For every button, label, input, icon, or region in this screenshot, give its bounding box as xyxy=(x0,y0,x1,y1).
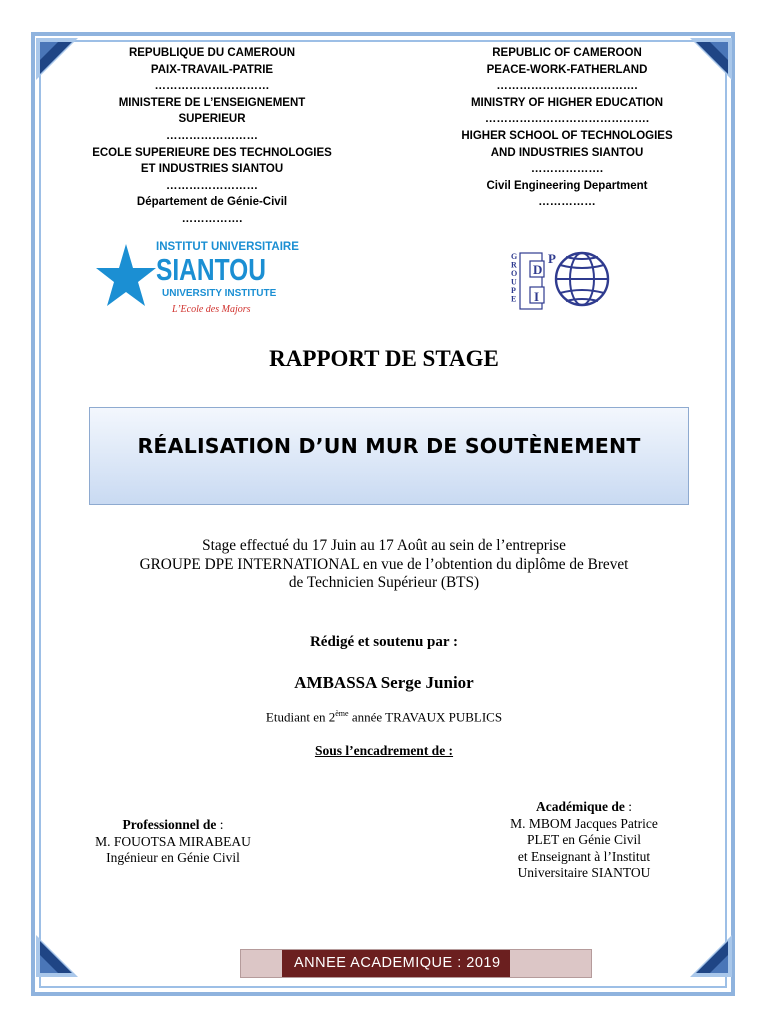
academic-supervisor xyxy=(478,799,690,882)
description-line: de Technicien Supérieur (BTS) xyxy=(288,574,480,591)
header-right-english xyxy=(450,45,684,211)
school-fr-cont: ET INDUSTRIES SIANTOU xyxy=(140,163,284,176)
star-icon xyxy=(96,244,156,306)
separator: ……………………………………. xyxy=(484,113,650,126)
siantou-logo xyxy=(100,232,299,332)
ministry-fr-cont: SUPERIEUR xyxy=(178,113,246,126)
school-en-cont: AND INDUSTRIES SIANTOU xyxy=(490,146,644,159)
report-title: RAPPORT DE STAGE xyxy=(269,346,499,371)
dpi-logo xyxy=(508,243,620,315)
siantou-sub-text: UNIVERSITY INSTITUTE xyxy=(162,288,277,299)
ministry-fr: MINISTERE DE L’ENSEIGNEMENT xyxy=(118,96,306,109)
school-en: HIGHER SCHOOL OF TECHNOLOGIES xyxy=(461,129,673,142)
description-line: Stage effectué du 17 Juin au 17 Août au sein de l’entreprise xyxy=(202,537,566,554)
department-en: Civil Engineering Department xyxy=(486,179,648,192)
separator: …………………… xyxy=(166,129,258,142)
country-fr: REPUBLIQUE DU CAMEROUN xyxy=(128,47,296,59)
corner-ornament-top-right xyxy=(690,38,732,80)
separator: …………… xyxy=(538,196,596,209)
header-left-french xyxy=(92,45,332,228)
student-level-prefix: Etudiant en 2 xyxy=(265,709,336,725)
school-fr: ECOLE SUPERIEURE DES TECHNOLOGIES xyxy=(92,146,332,159)
academic-name: M. MBOM Jacques Patrice xyxy=(510,815,658,831)
professional-label: Professionnel de xyxy=(122,817,217,832)
academic-year-band xyxy=(240,949,592,998)
supervision-label: Sous l’encadrement de : xyxy=(314,743,454,758)
dpi-letter-d: D xyxy=(533,262,543,277)
siantou-top-text: INSTITUT UNIVERSITAIRE xyxy=(156,241,299,253)
professional-role: Ingénieur en Génie Civil xyxy=(106,850,240,865)
separator: …………………… xyxy=(166,179,258,192)
academic-label: Académique de xyxy=(535,799,625,814)
written-by-label: Rédigé et soutenu par : xyxy=(309,634,459,650)
motto-fr: PAIX-TRAVAIL-PATRIE xyxy=(150,63,274,76)
academic-year: ANNEE ACADEMIQUE : 2019 - xyxy=(282,950,510,977)
author-name: AMBASSA Serge Junior xyxy=(294,673,474,692)
dpi-vertical-text xyxy=(511,252,517,304)
siantou-motto: L’Ecole des Majors xyxy=(172,304,251,315)
academic-role-cont: et Enseignant à l’Institut xyxy=(517,848,651,864)
separator: ………………. xyxy=(530,163,604,176)
professional-name: M. FOUOTSA MIRABEAU xyxy=(95,833,251,849)
globe-icon xyxy=(556,253,608,305)
corner-ornament-top-left xyxy=(36,38,78,80)
internship-description xyxy=(70,537,698,593)
svg-text:GROUPE: G R O U P E xyxy=(511,252,518,304)
motto-en: PEACE-WORK-FATHERLAND xyxy=(486,63,648,76)
corner-ornament-bottom-left xyxy=(36,935,78,977)
description-line: GROUPE DPE INTERNATIONAL en vue de l’obtention du diplôme de Brevet xyxy=(139,555,629,573)
dpi-letter-p: P xyxy=(548,251,556,266)
separator: ……………. xyxy=(181,212,243,225)
ministry-en: MINISTRY OF HIGHER EDUCATION xyxy=(470,96,664,109)
academic-role: PLET en Génie Civil xyxy=(526,832,642,847)
academic-institute: Universitaire SIANTOU xyxy=(517,865,651,880)
department-fr: Département de Génie-Civil xyxy=(136,196,288,209)
professional-colon: : xyxy=(216,817,224,832)
student-level-sup: ème xyxy=(335,709,349,718)
student-level-suffix: année TRAVAUX PUBLICS xyxy=(348,709,503,725)
dpi-letter-i: I xyxy=(534,289,540,304)
subject-box xyxy=(89,407,689,505)
siantou-name: SIANTOU xyxy=(156,252,266,287)
corner-ornament-bottom-right xyxy=(690,935,732,977)
country-en: REPUBLIC OF CAMEROON xyxy=(492,47,642,59)
separator: ………………………… xyxy=(154,80,270,93)
student-level xyxy=(0,709,768,725)
subject-title: RÉALISATION D’UN MUR DE SOUTÈNEMENT xyxy=(137,434,641,458)
academic-colon: : xyxy=(624,799,632,814)
professional-supervisor xyxy=(78,817,268,867)
separator: ………………………………. xyxy=(496,80,638,93)
